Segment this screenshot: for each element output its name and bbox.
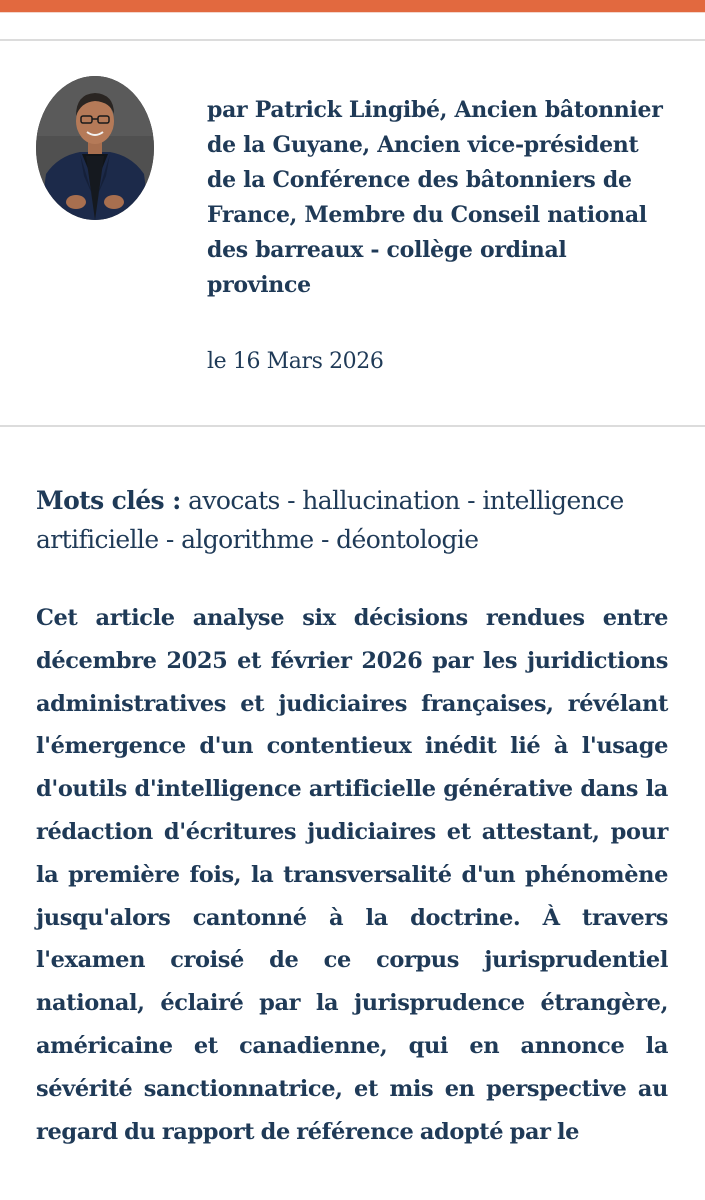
publication-date: le 16 Mars 2026 bbox=[207, 349, 384, 374]
author-section bbox=[0, 41, 705, 425]
author-avatar bbox=[36, 76, 154, 220]
accent-top-bar-shadow bbox=[0, 12, 705, 13]
author-portrait-image bbox=[36, 76, 154, 220]
author-byline: par Patrick Lingibé, Ancien bâtonnier de la Guyane, Ancien vice-président de la Conférence des bâtonniers de France, Membre du Conseil national des barreaux - collège ordinal province bbox=[207, 97, 663, 298]
keywords-label: Mots clés : bbox=[36, 486, 181, 515]
article-abstract: Cet article analyse six décisions rendues entre décembre 2025 et février 2026 par les juridictions administratives et judiciaires françaises, révélant l'émergence d'un contentieux inédit lié à l'usage d'outils d'intelligence artificielle générative dans la rédaction d'écritures judiciaires et attestant, pour la première fois, la transversalité d'un phénomène jusqu'alors cantonné à la doctrine. À travers l'examen croisé de ce corpus jurisprudentiel national, éclairé par la jurisprudence étrangère, américaine et canadienne, qui en annonce la sévérité sanctionnatrice, et mis en perspective au regard du rapport de référence adopté par le bbox=[36, 605, 668, 1145]
section-divider bbox=[0, 425, 705, 427]
keywords-values: avocats - hallucination - intelligence artificielle - algorithme - déontologie bbox=[36, 486, 624, 554]
keywords-line bbox=[36, 481, 676, 559]
accent-top-bar bbox=[0, 0, 705, 12]
